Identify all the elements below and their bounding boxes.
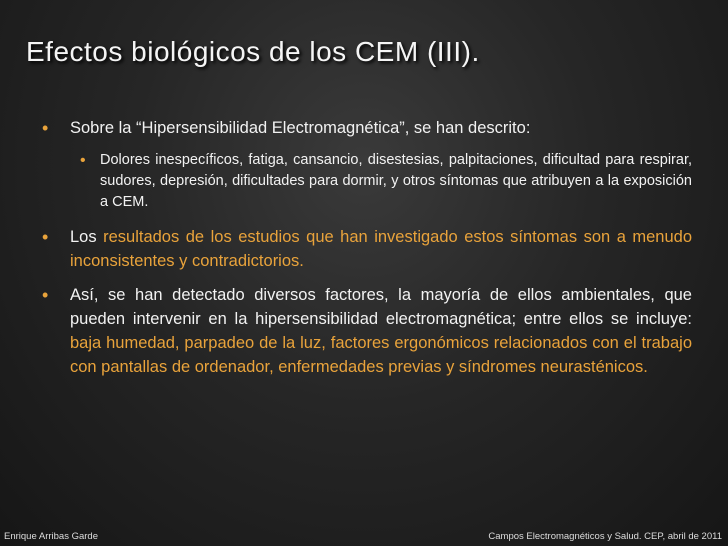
bullet-icon: • bbox=[42, 118, 49, 138]
highlighted-text: resultados de los estudios que han investigado estos síntomas son a menudo inconsistentes y contradictorios. bbox=[70, 228, 692, 270]
footer-event: Campos Electromagnéticos y Salud. CEP, abril de 2011 bbox=[488, 531, 722, 542]
bullet-text: Sobre la “Hipersensibilidad Electromagnética”, se han descrito: bbox=[70, 119, 531, 137]
bullet-item bbox=[36, 225, 692, 273]
bullet-icon: • bbox=[42, 227, 49, 247]
bullet-text: Así, se han detectado diversos factores, la mayoría de ellos ambientales, que pueden intervenir en la hipersensibilidad electromagnética; entre ellos se incluye: bbox=[70, 286, 692, 328]
sub-bullet-item bbox=[36, 150, 692, 213]
slide-title: Efectos biológicos de los CEM (III). bbox=[26, 36, 480, 67]
slide-content bbox=[36, 116, 692, 389]
sub-bullet-text: Dolores inespecíficos, fatiga, cansancio, disestesias, palpitaciones, dificultad para respirar, sudores, depresión, dificultades para dormir, y otros síntomas que atribuyen a la exposición a CEM. bbox=[100, 152, 692, 210]
footer-author: Enrique Arribas Garde bbox=[4, 531, 98, 542]
bullet-text: Los bbox=[70, 228, 104, 246]
bullet-icon: • bbox=[80, 152, 86, 169]
bullet-item bbox=[36, 116, 692, 140]
bullet-icon: • bbox=[42, 285, 49, 305]
highlighted-text: baja humedad, parpadeo de la luz, factores ergonómicos relacionados con el trabajo con pantallas de ordenador, enfermedades previas y síndromes neurasténicos. bbox=[70, 334, 692, 376]
bullet-item bbox=[36, 283, 692, 379]
